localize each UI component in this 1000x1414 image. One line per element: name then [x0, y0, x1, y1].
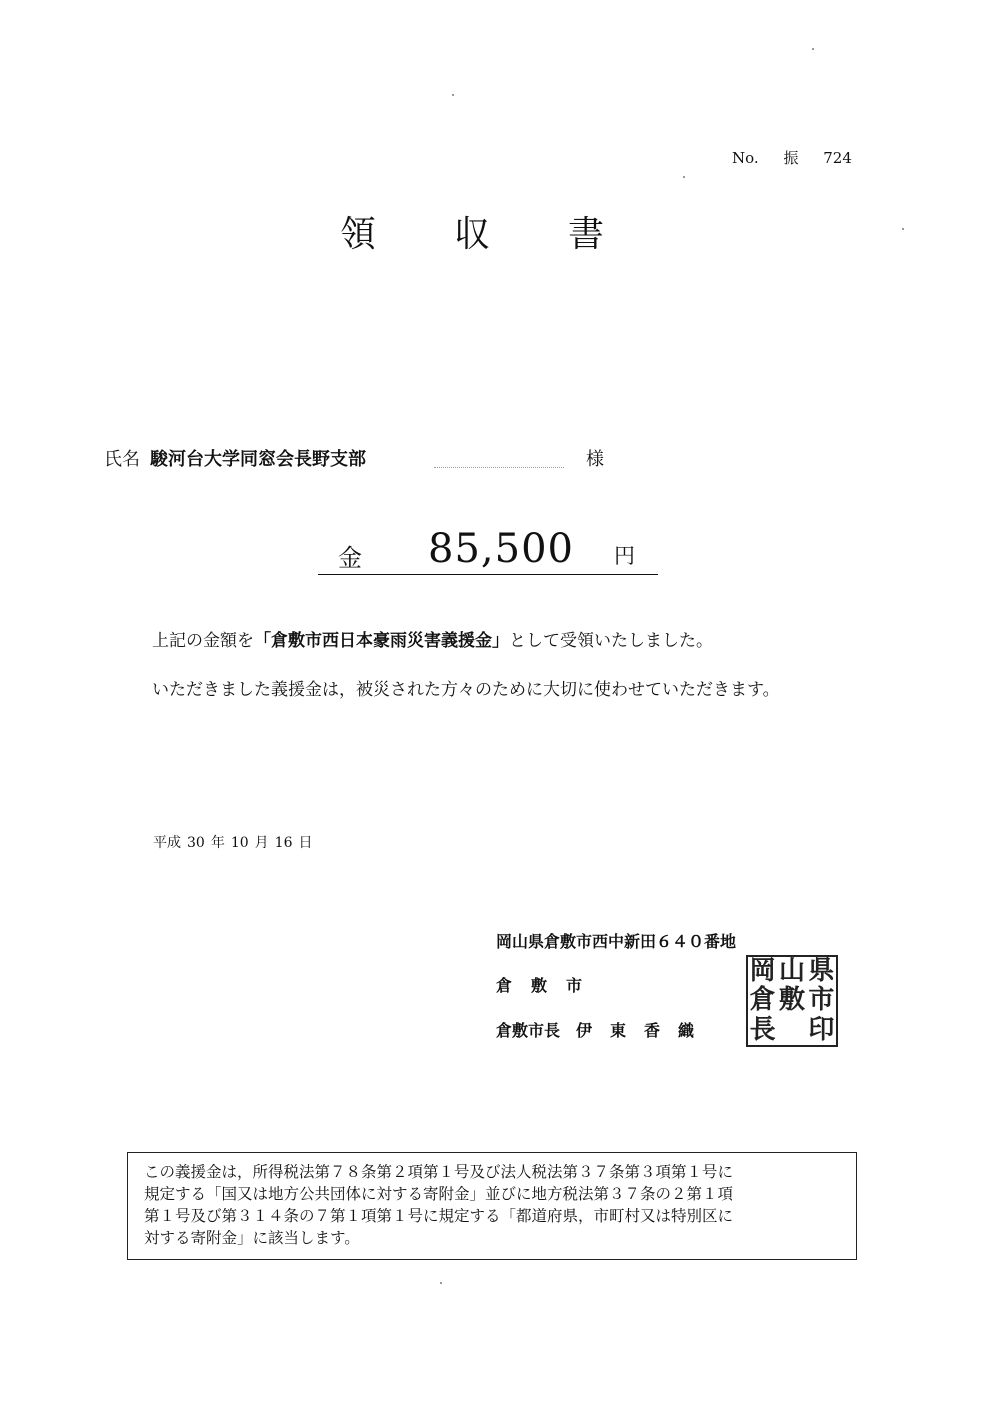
- date-month: 10: [230, 835, 249, 851]
- mayor-name: 伊東香織: [576, 1021, 713, 1040]
- legal-note-box: [127, 1152, 857, 1260]
- seal-char: 県: [808, 956, 835, 986]
- seal-char: 長: [749, 1014, 776, 1045]
- body-line-1-post: として受領いたしました。: [509, 631, 713, 651]
- legal-note-line: この義援金は，所得税法第７８条第２項第１号及び法人税法第３７条第３項第１号に: [144, 1163, 734, 1181]
- date-day-unit: 日: [298, 835, 313, 851]
- doc-number-value: 724: [823, 149, 852, 167]
- body-line-2: いただきました義援金は，被災された方々のために大切に使わせていただきます。: [152, 680, 780, 700]
- date-year: 30: [187, 835, 205, 851]
- date-month-unit: 月: [254, 835, 269, 851]
- body-line-1: [152, 626, 713, 651]
- doc-number-prefix: 振: [783, 149, 799, 167]
- official-seal-stamp: [746, 955, 838, 1047]
- date-day: 16: [274, 835, 293, 851]
- seal-char: 岡: [749, 956, 776, 986]
- scan-speck: [683, 176, 685, 178]
- amount-suffix: 円: [614, 544, 635, 568]
- document-title: 領収書: [340, 214, 683, 255]
- legal-note-line: 対する寄附金」に該当します。: [144, 1229, 360, 1247]
- date-year-unit: 年: [210, 835, 225, 851]
- amount-block: [318, 526, 658, 575]
- issue-date: [153, 832, 318, 852]
- amount-prefix: 金: [338, 544, 362, 572]
- legal-note-line: 第１号及び第３１４条の７第１項第１号に規定する「都道府県，市町村又は特別区に: [144, 1207, 734, 1225]
- recipient-dotted-line: [434, 467, 564, 468]
- issuer-mayor-line: [496, 1018, 712, 1041]
- issuer-city: 倉敷市: [496, 976, 602, 995]
- seal-char: [777, 1016, 806, 1045]
- seal-char: 印: [808, 1014, 835, 1045]
- amount-value: 85,500: [428, 526, 574, 572]
- recipient-line: [104, 445, 614, 471]
- scan-speck: [452, 94, 454, 96]
- scan-speck: [812, 48, 814, 50]
- legal-note-line: 規定する「国又は地方公共団体に対する寄附金」並びに地方税法第３７条の２第１項: [144, 1185, 734, 1203]
- scan-speck: [902, 228, 904, 230]
- body-line-1-pre: 上記の金額を: [152, 631, 254, 651]
- fund-name: 「倉敷市西日本豪雨災害義援金」: [254, 631, 509, 651]
- seal-char: 敷: [778, 985, 805, 1016]
- issuer-address: 岡山県倉敷市西中新田６４０番地: [496, 932, 737, 951]
- seal-char: 市: [808, 985, 835, 1016]
- recipient-label: 氏名: [104, 449, 140, 470]
- seal-char: 倉: [749, 985, 776, 1016]
- recipient-name: 駿河台大学同窓会長野支部: [150, 449, 366, 470]
- issuer-title: 倉敷市長: [496, 1021, 561, 1040]
- date-era: 平成: [153, 835, 181, 851]
- document-number: [732, 147, 852, 168]
- doc-number-label: No.: [732, 149, 759, 167]
- scan-speck: [440, 1282, 442, 1284]
- seal-char: 山: [778, 956, 805, 986]
- recipient-honorific: 様: [586, 449, 604, 470]
